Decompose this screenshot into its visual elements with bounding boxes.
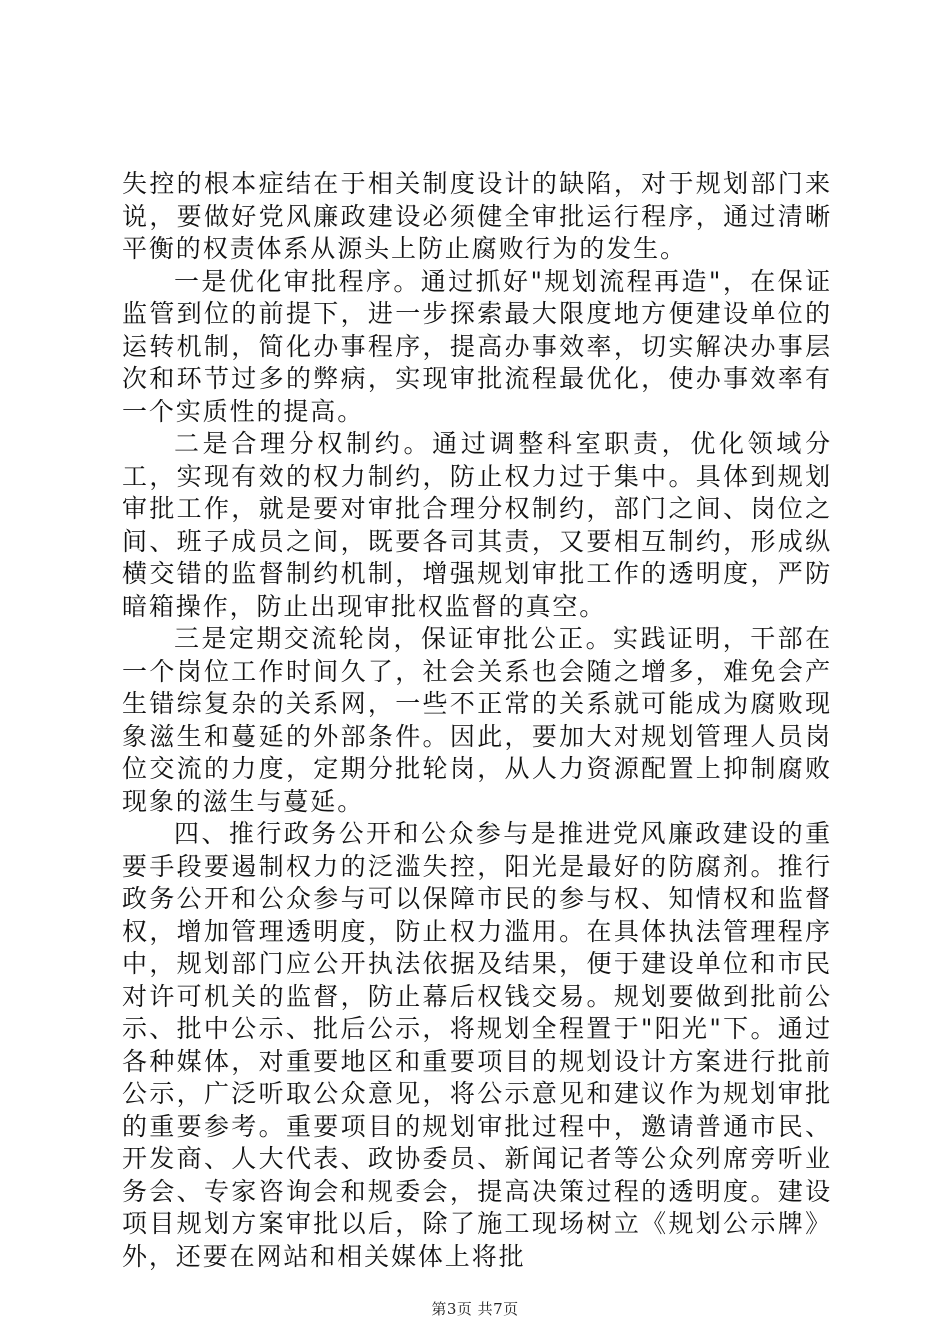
- page-footer: 第3页 共7页: [431, 1300, 519, 1318]
- paragraph-3: 二是合理分权制约。通过调整科室职责，优化领域分工，实现有效的权力制约，防止权力过于集中。具体到规划审批工作，就是要对审批合理分权制约，部门之间、岗位之间、班子成员之间，既要各司其责，又要相互制约，形成纵横交错的监督制约机制，增强规划审批工作的透明度，严防暗箱操作，防止出现审批权监督的真空。: [122, 429, 832, 621]
- paragraph-5: 四、推行政务公开和公众参与是推进党风廉政建设的重要手段要遏制权力的泛滥失控，阳光是最好的防腐剂。推行政务公开和公众参与可以保障市民的参与权、知情权和监督权，增加管理透明度，防止权力滥用。在具体执法管理程序中，规划部门应公开执法依据及结果，便于建设单位和市民对许可机关的监督，防止幕后权钱交易。规划要做到批前公示、批中公示、批后公示，将规划全程置于"阳光"下。通过各种媒体，对重要地区和重要项目的规划设计方案进行批前公示，广泛听取公众意见，将公示意见和建议作为规划审批的重要参考。重要项目的规划审批过程中，邀请普通市民、开发商、人大代表、政协委员、新闻记者等公众列席旁听业务会、专家咨询会和规委会，提高决策过程的透明度。建设项目规划方案审批以后，除了施工现场树立《规划公示牌》外，还要在网站和相关媒体上将批: [122, 819, 832, 1271]
- body-text: [122, 168, 832, 1273]
- paragraph-4: 三是定期交流轮岗，保证审批公正。实践证明，干部在一个岗位工作时间久了，社会关系也会随之增多，难免会产生错综复杂的关系网，一些不正常的关系就可能成为腐败现象滋生和蔓延的外部条件。因此，要加大对规划管理人员岗位交流的力度，定期分批轮岗，从人力资源配置上抑制腐败现象的滋生与蔓延。: [122, 624, 832, 816]
- paragraph-1: 失控的根本症结在于相关制度设计的缺陷，对于规划部门来说，要做好党风廉政建设必须健全审批运行程序，通过清晰平衡的权责体系从源头上防止腐败行为的发生。: [122, 169, 832, 263]
- paragraph-2: 一是优化审批程序。通过抓好"规划流程再造"，在保证监管到位的前提下，进一步探索最大限度地方便建设单位的运转机制，简化办事程序，提高办事效率，切实解决办事层次和环节过多的弊病，实现审批流程最优化，使办事效率有一个实质性的提高。: [122, 266, 832, 426]
